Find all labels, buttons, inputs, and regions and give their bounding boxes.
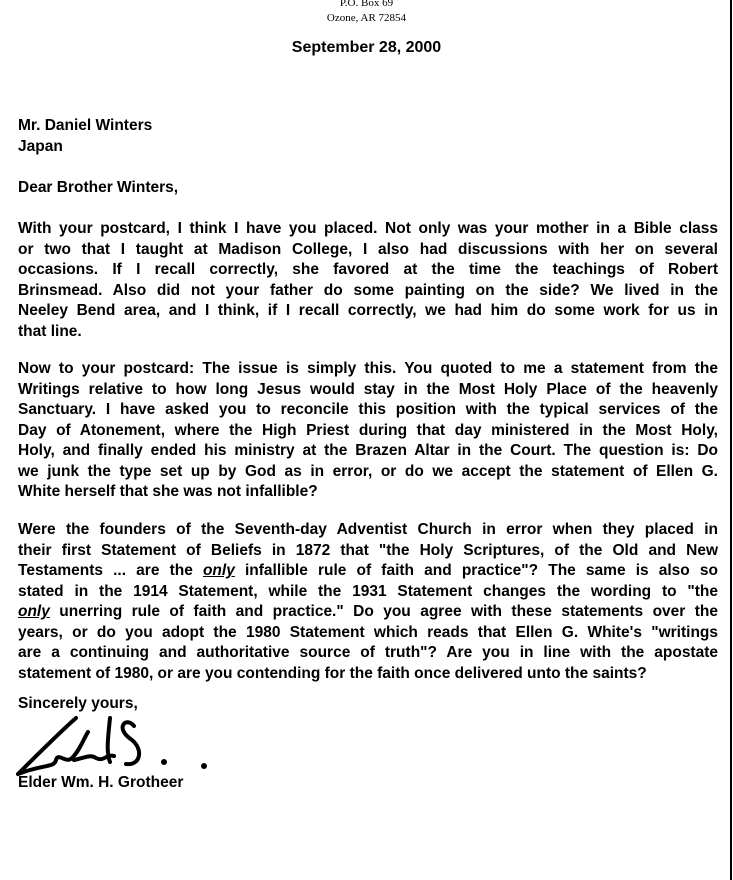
signature-name: Elder Wm. H. Grotheer <box>18 774 184 791</box>
text-line <box>18 561 718 582</box>
text-segment: Day of Atonement, where the High Priest during that day ministered in the Most Holy, <box>18 421 718 439</box>
text-segment: Holy, and finally ended his ministry at the Brazen Altar in the Court. The question is: Do <box>18 442 718 459</box>
text-line <box>18 664 718 685</box>
salutation: Dear Brother Winters, <box>18 179 179 196</box>
text-segment: Sanctuary. I have asked you to reconcile this position with the typical services of the <box>18 401 718 418</box>
text-segment: Testaments ... are the <box>18 562 203 579</box>
text-line <box>18 359 718 380</box>
recipient-name: Mr. Daniel Winters <box>18 117 153 134</box>
text-segment: we junk the type set up by God as in error, or do we accept the statement of Ellen G. <box>18 462 718 480</box>
text-segment: Neeley Bend area, and I think, if I recall correctly, we had him do some work for us in <box>18 302 718 319</box>
address-line-1: P.O. Box 69 <box>339 0 394 9</box>
text-line <box>18 541 718 562</box>
text-segment: Were the founders of the Seventh-day Adventist Church in error when they placed in <box>18 521 718 538</box>
emphasized-word: only <box>202 562 235 579</box>
text-line <box>18 421 718 442</box>
text-line <box>18 520 718 541</box>
text-line <box>18 219 718 240</box>
text-line <box>18 643 718 664</box>
text-segment: Now to your postcard: The issue is simply this. You quoted to me a statement from the <box>18 360 718 377</box>
recipient-location: Japan <box>18 138 63 155</box>
text-segment: years, or do you adopt the 1980 Statement which reads that Ellen G. White's "writings <box>18 623 718 641</box>
text-line <box>18 281 718 302</box>
text-line <box>18 441 718 462</box>
text-segment: their first Statement of Beliefs in 1872 that "the Holy Scriptures, of the Old and New <box>18 541 718 559</box>
emphasized-word: only <box>18 603 50 620</box>
handwritten-signature <box>14 708 224 778</box>
text-line <box>18 301 718 322</box>
text-segment: statement of 1980, or are you contending for the faith once delivered unto the saints? <box>18 664 647 682</box>
text-line <box>18 260 718 281</box>
text-line <box>18 582 718 603</box>
text-segment: stated in the 1914 Statement, while the 1931 Statement changes the wording to "the <box>18 582 718 600</box>
text-segment: infallible rule of faith and practice"? The same is also so <box>234 562 718 579</box>
text-line <box>18 322 718 343</box>
text-segment: that line. <box>18 322 82 340</box>
paragraph-2 <box>18 359 718 503</box>
scan-edge <box>730 0 732 880</box>
text-segment: Brinsmead. Also did not your father do some painting on the side? We lived in the <box>18 281 718 299</box>
text-line <box>18 240 718 261</box>
text-line <box>18 623 718 644</box>
text-line <box>18 602 718 623</box>
closing: Sincerely yours, <box>18 695 138 712</box>
text-line <box>18 380 718 401</box>
text-segment: With your postcard, I think I have you placed. Not only was your mother in a Bible class <box>18 220 718 237</box>
address-line-2: Ozone, AR 72854 <box>326 12 407 24</box>
text-segment: or two that I taught at Madison College, I also had discussions with her on several <box>18 240 718 258</box>
letter-date: September 28, 2000 <box>291 39 442 56</box>
text-segment: unerring rule of faith and practice." Do you agree with these statements over the <box>49 603 718 620</box>
text-segment: are a continuing and authoritative source of truth"? Are you in line with the apostate <box>18 644 718 661</box>
text-line <box>18 482 718 503</box>
paragraph-1 <box>18 219 718 342</box>
paragraph-3 <box>18 520 718 684</box>
text-line <box>18 462 718 483</box>
text-segment: occasions. If I recall correctly, she favored at the time the teachings of Robert <box>18 261 718 278</box>
text-segment: White herself that she was not infallible? <box>18 483 318 500</box>
text-line <box>18 400 718 421</box>
text-segment: Writings relative to how long Jesus would stay in the Most Holy Place of the heavenly <box>18 380 718 398</box>
